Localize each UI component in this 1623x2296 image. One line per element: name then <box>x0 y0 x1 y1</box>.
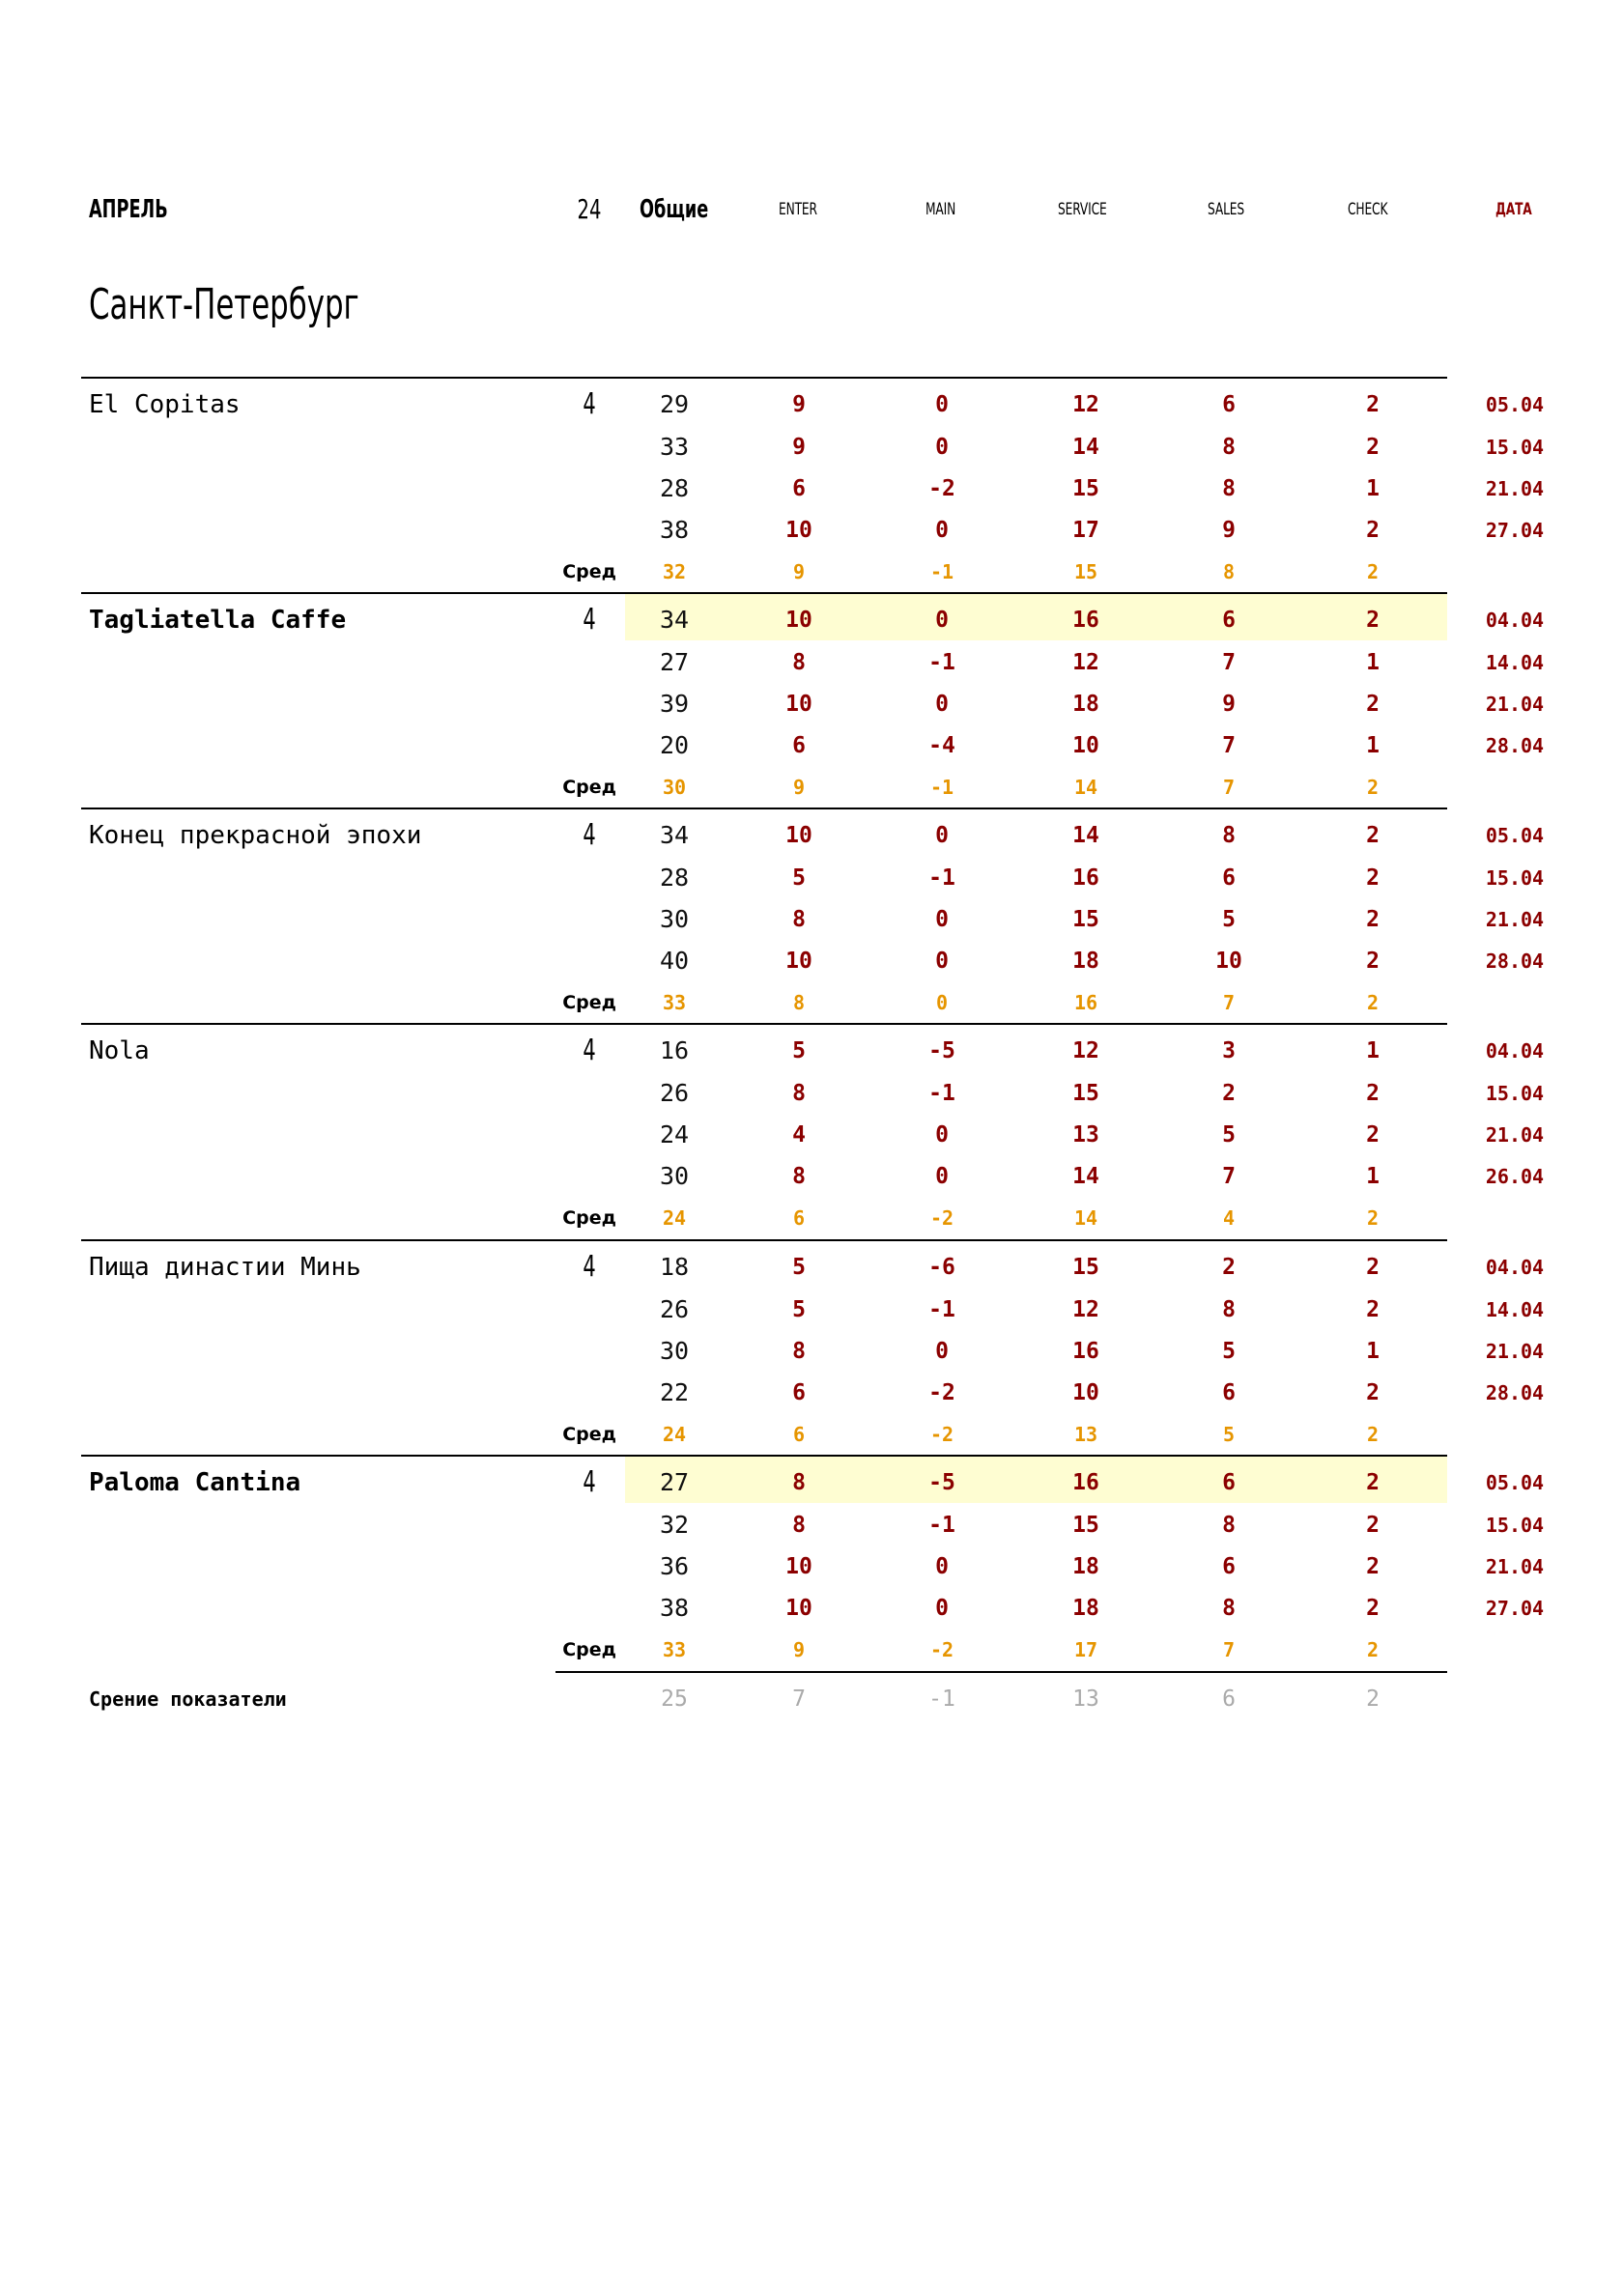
summary-total: 25 <box>661 1687 688 1712</box>
score-total: 30 <box>659 1162 690 1190</box>
score-service: 14 <box>1072 435 1099 460</box>
restaurant-section <box>0 1023 1623 1238</box>
score-sales: 9 <box>1222 518 1236 543</box>
city-title: Санкт-Петербург <box>89 280 359 329</box>
score-main: -1 <box>928 1513 955 1538</box>
restaurant-name: Paloma Cantina <box>89 1468 301 1497</box>
average-sales: 7 <box>1222 991 1236 1014</box>
visit-count: 4 <box>583 1034 596 1067</box>
column-header-date: ДАТА <box>1495 200 1532 219</box>
visit-date: 15.04 <box>1485 1082 1545 1105</box>
score-service: 16 <box>1072 865 1099 891</box>
score-main: 0 <box>935 1339 949 1364</box>
restaurant-section <box>0 377 1623 592</box>
column-header-total: Общие <box>640 195 709 224</box>
score-enter: 5 <box>792 1038 806 1063</box>
score-enter: 10 <box>785 692 812 717</box>
average-main: -2 <box>929 1638 954 1661</box>
average-service: 14 <box>1073 776 1098 799</box>
score-service: 12 <box>1072 392 1099 417</box>
score-service: 18 <box>1072 1554 1099 1579</box>
average-check: 2 <box>1366 991 1380 1014</box>
visit-date: 21.04 <box>1485 1123 1545 1147</box>
score-check: 2 <box>1366 435 1380 460</box>
restaurant-name: Конец прекрасной эпохи <box>89 821 422 850</box>
score-enter: 8 <box>792 650 806 675</box>
score-sales: 6 <box>1222 865 1236 891</box>
average-total: 24 <box>662 1423 687 1446</box>
score-enter: 10 <box>785 608 812 633</box>
restaurant-section <box>0 1455 1623 1670</box>
average-main: -2 <box>929 1206 954 1230</box>
score-service: 15 <box>1072 476 1099 501</box>
score-service: 15 <box>1072 1081 1099 1106</box>
score-main: 0 <box>935 608 949 633</box>
section-divider <box>81 1023 1447 1025</box>
score-enter: 10 <box>785 949 812 974</box>
score-main: -1 <box>928 1297 955 1322</box>
score-total: 34 <box>659 821 690 849</box>
score-enter: 10 <box>785 1554 812 1579</box>
score-main: 0 <box>935 518 949 543</box>
score-sales: 6 <box>1222 1554 1236 1579</box>
average-sales: 5 <box>1222 1423 1236 1446</box>
visit-date: 05.04 <box>1485 824 1545 847</box>
average-total: 30 <box>662 776 687 799</box>
average-enter: 6 <box>792 1206 806 1230</box>
score-enter: 8 <box>792 907 806 932</box>
average-total: 32 <box>662 560 687 583</box>
average-main: -1 <box>929 560 954 583</box>
score-service: 10 <box>1072 733 1099 758</box>
score-sales: 8 <box>1222 1297 1236 1322</box>
score-total: 39 <box>659 690 690 718</box>
score-total: 36 <box>659 1552 690 1580</box>
score-sales: 9 <box>1222 692 1236 717</box>
score-service: 13 <box>1072 1122 1099 1148</box>
score-service: 15 <box>1072 1255 1099 1280</box>
score-sales: 5 <box>1222 907 1236 932</box>
average-main: -2 <box>929 1423 954 1446</box>
average-main: 0 <box>935 991 949 1014</box>
restaurant-name: Tagliatella Caffe <box>89 606 347 635</box>
score-service: 18 <box>1072 949 1099 974</box>
score-main: 0 <box>935 435 949 460</box>
average-sales: 7 <box>1222 776 1236 799</box>
score-service: 18 <box>1072 1596 1099 1621</box>
score-enter: 5 <box>792 1255 806 1280</box>
score-enter: 6 <box>792 733 806 758</box>
visit-date: 28.04 <box>1485 734 1545 757</box>
summary-sales: 6 <box>1222 1687 1236 1712</box>
section-divider <box>81 1239 1447 1241</box>
score-sales: 8 <box>1222 1596 1236 1621</box>
score-main: -5 <box>928 1470 955 1495</box>
column-header-enter: ENTER <box>779 200 817 219</box>
score-main: 0 <box>935 907 949 932</box>
score-check: 1 <box>1366 733 1380 758</box>
score-enter: 10 <box>785 823 812 848</box>
score-check: 2 <box>1366 1122 1380 1148</box>
score-total: 38 <box>659 1594 690 1622</box>
score-sales: 8 <box>1222 823 1236 848</box>
score-enter: 8 <box>792 1470 806 1495</box>
score-check: 2 <box>1366 1297 1380 1322</box>
score-check: 2 <box>1366 1554 1380 1579</box>
average-service: 16 <box>1073 991 1098 1014</box>
score-check: 1 <box>1366 1339 1380 1364</box>
score-check: 1 <box>1366 1164 1380 1189</box>
score-total: 16 <box>659 1036 690 1064</box>
average-enter: 9 <box>792 560 806 583</box>
summary-main: -1 <box>928 1687 955 1712</box>
score-main: 0 <box>935 1164 949 1189</box>
visit-count: 4 <box>583 1465 596 1499</box>
visit-date: 14.04 <box>1485 1298 1545 1321</box>
score-sales: 5 <box>1222 1339 1236 1364</box>
score-enter: 6 <box>792 1380 806 1405</box>
visit-date: 27.04 <box>1485 519 1545 542</box>
score-check: 2 <box>1366 865 1380 891</box>
visit-count: 4 <box>583 1250 596 1284</box>
visit-date: 21.04 <box>1485 1340 1545 1363</box>
score-main: 0 <box>935 949 949 974</box>
score-sales: 10 <box>1215 949 1242 974</box>
visit-date: 04.04 <box>1485 609 1545 632</box>
average-check: 2 <box>1366 1206 1380 1230</box>
summary-check: 2 <box>1366 1687 1380 1712</box>
score-check: 2 <box>1366 1380 1380 1405</box>
average-label: Сред <box>562 561 616 582</box>
score-total: 27 <box>659 648 690 676</box>
score-enter: 5 <box>792 865 806 891</box>
score-sales: 5 <box>1222 1122 1236 1148</box>
score-sales: 6 <box>1222 608 1236 633</box>
score-total: 38 <box>659 516 690 544</box>
score-service: 17 <box>1072 518 1099 543</box>
average-label: Сред <box>562 777 616 798</box>
score-sales: 8 <box>1222 1513 1236 1538</box>
average-service: 14 <box>1073 1206 1098 1230</box>
score-main: -6 <box>928 1255 955 1280</box>
score-enter: 8 <box>792 1339 806 1364</box>
visit-date: 15.04 <box>1485 436 1545 459</box>
score-service: 18 <box>1072 692 1099 717</box>
average-total: 33 <box>662 1638 687 1661</box>
score-main: 0 <box>935 1122 949 1148</box>
average-check: 2 <box>1366 776 1380 799</box>
summary-service: 13 <box>1072 1687 1099 1712</box>
score-service: 14 <box>1072 1164 1099 1189</box>
visit-date: 21.04 <box>1485 693 1545 716</box>
score-service: 10 <box>1072 1380 1099 1405</box>
score-total: 20 <box>659 731 690 759</box>
visit-date: 21.04 <box>1485 477 1545 500</box>
restaurant-name: Пища династии Минь <box>89 1253 361 1282</box>
score-main: 0 <box>935 1596 949 1621</box>
score-main: -4 <box>928 733 955 758</box>
total-count: 24 <box>577 193 602 225</box>
restaurant-section <box>0 592 1623 808</box>
score-service: 16 <box>1072 1470 1099 1495</box>
score-main: 0 <box>935 1554 949 1579</box>
restaurant-name: El Copitas <box>89 390 241 419</box>
visit-date: 05.04 <box>1485 393 1545 416</box>
score-service: 12 <box>1072 1038 1099 1063</box>
score-total: 28 <box>659 864 690 892</box>
column-header-main: MAIN <box>925 200 956 219</box>
score-main: -2 <box>928 1380 955 1405</box>
score-service: 15 <box>1072 907 1099 932</box>
average-total: 33 <box>662 991 687 1014</box>
column-header-service: SERVICE <box>1058 200 1107 219</box>
score-total: 24 <box>659 1120 690 1148</box>
summary-divider <box>555 1671 1447 1673</box>
score-sales: 2 <box>1222 1081 1236 1106</box>
average-enter: 9 <box>792 1638 806 1661</box>
score-total: 22 <box>659 1378 690 1406</box>
score-check: 2 <box>1366 1596 1380 1621</box>
average-main: -1 <box>929 776 954 799</box>
average-enter: 9 <box>792 776 806 799</box>
average-sales: 8 <box>1222 560 1236 583</box>
visit-date: 21.04 <box>1485 908 1545 931</box>
score-main: 0 <box>935 392 949 417</box>
average-label: Сред <box>562 1424 616 1445</box>
score-enter: 9 <box>792 392 806 417</box>
score-check: 2 <box>1366 1470 1380 1495</box>
score-sales: 8 <box>1222 476 1236 501</box>
score-main: -5 <box>928 1038 955 1063</box>
score-service: 16 <box>1072 1339 1099 1364</box>
score-main: -1 <box>928 650 955 675</box>
visit-date: 15.04 <box>1485 866 1545 890</box>
score-total: 32 <box>659 1511 690 1539</box>
average-check: 2 <box>1366 1638 1380 1661</box>
score-check: 2 <box>1366 949 1380 974</box>
section-divider <box>81 808 1447 809</box>
score-check: 1 <box>1366 476 1380 501</box>
visit-date: 27.04 <box>1485 1597 1545 1620</box>
score-check: 2 <box>1366 692 1380 717</box>
score-service: 15 <box>1072 1513 1099 1538</box>
score-sales: 7 <box>1222 1164 1236 1189</box>
visit-date: 04.04 <box>1485 1039 1545 1063</box>
score-total: 30 <box>659 905 690 933</box>
score-total: 27 <box>659 1468 690 1496</box>
score-check: 2 <box>1366 1081 1380 1106</box>
visit-date: 05.04 <box>1485 1471 1545 1494</box>
score-sales: 3 <box>1222 1038 1236 1063</box>
score-enter: 5 <box>792 1297 806 1322</box>
score-service: 12 <box>1072 650 1099 675</box>
score-sales: 7 <box>1222 650 1236 675</box>
average-label: Сред <box>562 1639 616 1660</box>
score-service: 14 <box>1072 823 1099 848</box>
restaurant-section <box>0 808 1623 1023</box>
score-sales: 6 <box>1222 1380 1236 1405</box>
score-total: 29 <box>659 390 690 418</box>
average-service: 15 <box>1073 560 1098 583</box>
section-divider <box>81 377 1447 379</box>
score-sales: 6 <box>1222 1470 1236 1495</box>
restaurant-name: Nola <box>89 1036 150 1065</box>
score-enter: 9 <box>792 435 806 460</box>
score-check: 2 <box>1366 1255 1380 1280</box>
average-label: Сред <box>562 992 616 1013</box>
score-enter: 10 <box>785 518 812 543</box>
score-enter: 4 <box>792 1122 806 1148</box>
visit-date: 15.04 <box>1485 1514 1545 1537</box>
average-sales: 7 <box>1222 1638 1236 1661</box>
average-enter: 6 <box>792 1423 806 1446</box>
average-label: Сред <box>562 1207 616 1229</box>
visit-count: 4 <box>583 818 596 852</box>
average-sales: 4 <box>1222 1206 1236 1230</box>
score-sales: 6 <box>1222 392 1236 417</box>
score-enter: 10 <box>785 1596 812 1621</box>
score-enter: 6 <box>792 476 806 501</box>
score-check: 2 <box>1366 518 1380 543</box>
average-service: 17 <box>1073 1638 1098 1661</box>
month-title: АПРЕЛЬ <box>89 195 168 224</box>
score-sales: 2 <box>1222 1255 1236 1280</box>
score-main: -1 <box>928 1081 955 1106</box>
score-check: 2 <box>1366 608 1380 633</box>
score-enter: 8 <box>792 1081 806 1106</box>
score-check: 2 <box>1366 823 1380 848</box>
visit-date: 21.04 <box>1485 1555 1545 1578</box>
score-main: -1 <box>928 865 955 891</box>
score-total: 26 <box>659 1079 690 1107</box>
score-total: 28 <box>659 474 690 502</box>
score-check: 2 <box>1366 1513 1380 1538</box>
visit-date: 04.04 <box>1485 1256 1545 1279</box>
column-header-sales: SALES <box>1208 200 1244 219</box>
score-total: 33 <box>659 433 690 461</box>
restaurant-section <box>0 1239 1623 1455</box>
score-total: 34 <box>659 606 690 634</box>
score-check: 2 <box>1366 907 1380 932</box>
score-service: 16 <box>1072 608 1099 633</box>
visit-date: 28.04 <box>1485 950 1545 973</box>
average-total: 24 <box>662 1206 687 1230</box>
score-main: 0 <box>935 823 949 848</box>
visit-count: 4 <box>583 603 596 637</box>
visit-count: 4 <box>583 387 596 421</box>
score-main: -2 <box>928 476 955 501</box>
score-check: 1 <box>1366 650 1380 675</box>
score-total: 18 <box>659 1253 690 1281</box>
score-sales: 7 <box>1222 733 1236 758</box>
score-enter: 8 <box>792 1164 806 1189</box>
average-check: 2 <box>1366 560 1380 583</box>
score-enter: 8 <box>792 1513 806 1538</box>
visit-date: 14.04 <box>1485 651 1545 674</box>
column-header-check: CHECK <box>1348 200 1388 219</box>
score-main: 0 <box>935 692 949 717</box>
score-total: 30 <box>659 1337 690 1365</box>
average-check: 2 <box>1366 1423 1380 1446</box>
score-service: 12 <box>1072 1297 1099 1322</box>
score-total: 40 <box>659 947 690 975</box>
score-check: 2 <box>1366 392 1380 417</box>
summary-enter: 7 <box>792 1687 806 1712</box>
average-service: 13 <box>1073 1423 1098 1446</box>
visit-date: 26.04 <box>1485 1165 1545 1188</box>
average-enter: 8 <box>792 991 806 1014</box>
visit-date: 28.04 <box>1485 1381 1545 1404</box>
summary-label: Срение показатели <box>89 1687 287 1711</box>
score-check: 1 <box>1366 1038 1380 1063</box>
score-total: 26 <box>659 1295 690 1323</box>
score-sales: 8 <box>1222 435 1236 460</box>
